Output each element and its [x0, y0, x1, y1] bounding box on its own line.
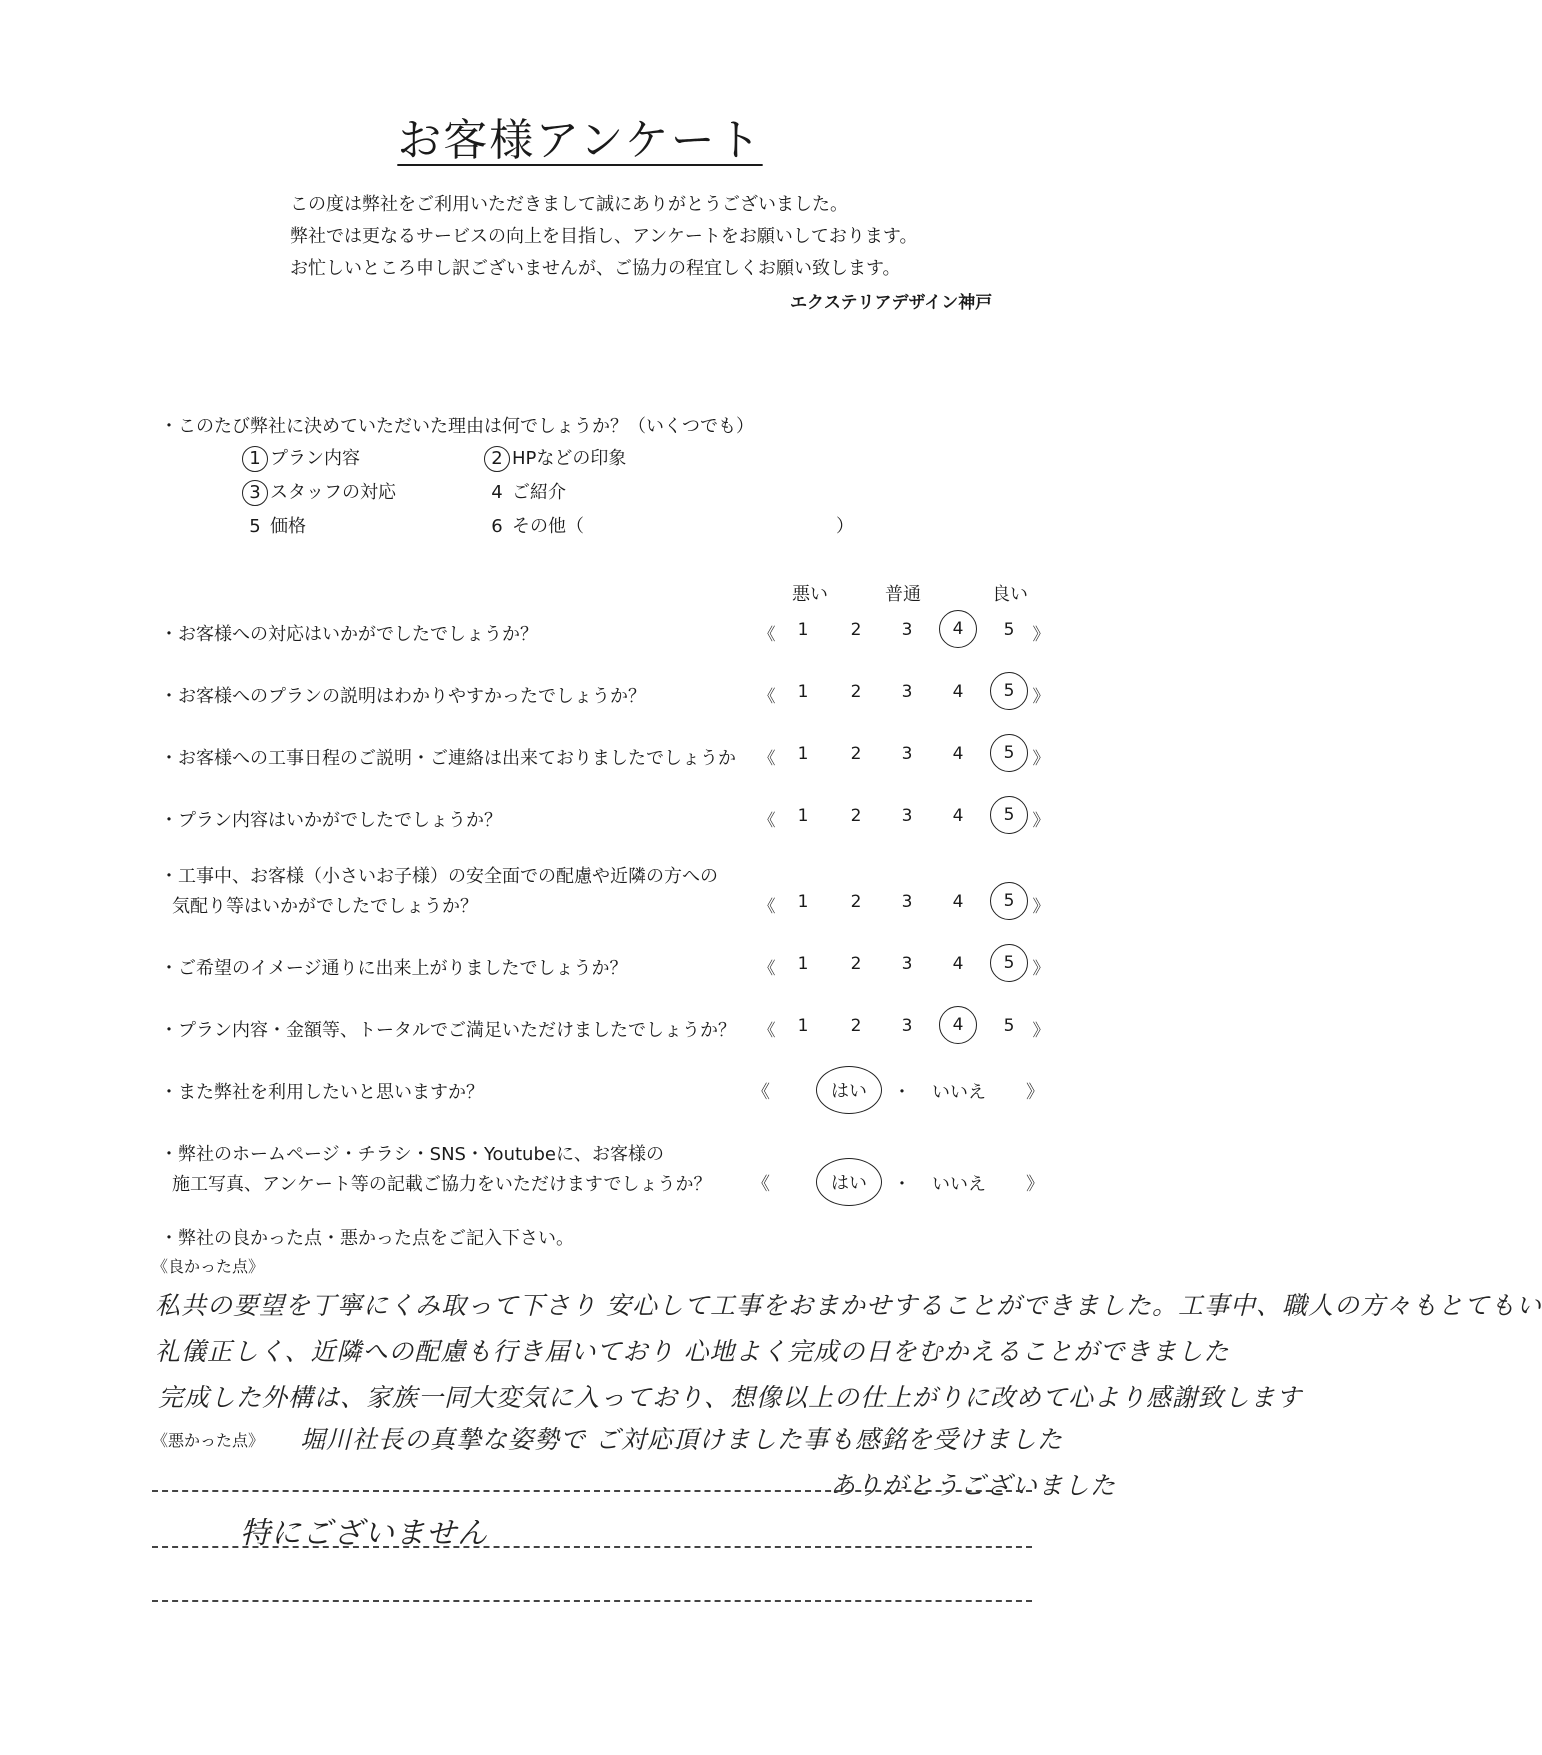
rating-option-1[interactable]: 1: [797, 682, 809, 702]
rating-scale-close: 》: [1032, 811, 1050, 831]
yesno-question-2: ・弊社のホームページ・チラシ・SNS・Youtubeに、お客様の: [160, 1144, 664, 1165]
intro-line-1: この度は弊社をご利用いただきまして誠にありがとうございました。: [290, 194, 848, 215]
rating-option-4[interactable]: 4: [952, 892, 964, 912]
scale-header-good: 良い: [992, 584, 1028, 605]
yesno-open: 《: [752, 1174, 770, 1195]
no-option[interactable]: いいえ: [932, 1082, 986, 1103]
rating-option-4[interactable]: 4: [952, 682, 964, 702]
rating-option-4[interactable]: 4: [952, 744, 964, 764]
rating-question-2: ・お客様へのプランの説明はわかりやすかったでしょうか？: [160, 686, 646, 707]
rating-option-5[interactable]: 5: [990, 796, 1028, 834]
yesno-close: 》: [1026, 1174, 1044, 1195]
rating-scale-close: 》: [1032, 1021, 1050, 1041]
scale-header-normal: 普通: [885, 584, 921, 605]
rating-option-5[interactable]: 5: [990, 944, 1028, 982]
rating-option-3[interactable]: 3: [901, 954, 913, 974]
good-points-line-3: 完成した外構は、家族一同大変気に入っており、想像以上の仕上がりに改めて心より感謝致します: [158, 1383, 1303, 1412]
rating-scale-close: 》: [1032, 625, 1050, 645]
bad-points-rule-2: [152, 1546, 1032, 1548]
comments-prompt: ・弊社の良かった点・悪かった点をご記入下さい。: [160, 1228, 574, 1249]
good-points-line-5: ありがとうございました: [830, 1471, 1117, 1500]
yesno-question-1: ・また弊社を利用したいと思いますか？: [160, 1082, 484, 1103]
rating-option-2[interactable]: 2: [850, 744, 862, 764]
rating-scale-close: 》: [1032, 749, 1050, 769]
rating-option-1[interactable]: 1: [797, 954, 809, 974]
bad-points-rule-1: [152, 1490, 1032, 1492]
yesno-open: 《: [752, 1082, 770, 1103]
rating-scale-open: 《: [758, 687, 776, 707]
yesno-separator: ・: [893, 1174, 911, 1195]
rating-question-7: ・プラン内容・金額等、トータルでご満足いただけましたでしょうか？: [160, 1020, 736, 1041]
bad-points-label: 《悪かった点》: [152, 1431, 265, 1450]
yesno-separator: ・: [893, 1082, 911, 1103]
rating-scale-open: 《: [758, 959, 776, 979]
rating-question-3: ・お客様への工事日程のご説明・ご連絡は出来ておりましたでしょうか: [160, 748, 736, 769]
rating-question-5: ・工事中、お客様（小さいお子様）の安全面での配慮や近隣の方への: [160, 866, 718, 887]
yesno-close: 》: [1026, 1082, 1044, 1103]
no-option[interactable]: いいえ: [932, 1174, 986, 1195]
rating-option-2[interactable]: 2: [850, 1016, 862, 1036]
reason-option-6[interactable]: 6 その他（: [491, 516, 584, 537]
rating-scale-close: 》: [1032, 687, 1050, 707]
rating-option-5[interactable]: 5: [990, 882, 1028, 920]
rating-scale-open: 《: [758, 897, 776, 917]
reason-option-1[interactable]: 1 プラン内容: [242, 444, 360, 472]
rating-option-4[interactable]: 4: [952, 954, 964, 974]
reason-option-2[interactable]: 2 HPなどの印象: [484, 444, 626, 472]
rating-scale-close: 》: [1032, 897, 1050, 917]
page-title: お客様アンケート: [397, 115, 763, 166]
rating-option-2[interactable]: 2: [850, 892, 862, 912]
rating-option-4[interactable]: 4: [939, 1006, 977, 1044]
rating-option-3[interactable]: 3: [901, 744, 913, 764]
rating-option-5[interactable]: 5: [1003, 620, 1015, 640]
rating-scale-close: 》: [1032, 959, 1050, 979]
rating-option-1[interactable]: 1: [797, 620, 809, 640]
rating-scale-open: 《: [758, 625, 776, 645]
rating-option-3[interactable]: 3: [901, 1016, 913, 1036]
rating-question-5-line-2: 気配り等はいかがでしたでしょうか？: [172, 896, 478, 917]
rating-option-2[interactable]: 2: [850, 806, 862, 826]
rating-option-1[interactable]: 1: [797, 806, 809, 826]
good-points-line-2: 礼儀正しく、近隣への配慮も行き届いており 心地よく完成の日をむかえることができました: [155, 1337, 1230, 1366]
yes-option[interactable]: はい: [816, 1066, 882, 1114]
rating-question-4: ・プラン内容はいかがでしたでしょうか？: [160, 810, 502, 831]
reason-option-5[interactable]: 5 価格: [249, 516, 306, 537]
rating-scale-open: 《: [758, 1021, 776, 1041]
rating-option-5[interactable]: 5: [990, 672, 1028, 710]
bad-points-text: 特にございません: [240, 1516, 488, 1551]
intro-line-3: お忙しいところ申し訳ございませんが、ご協力の程宜しくお願い致します。: [290, 258, 901, 279]
rating-option-1[interactable]: 1: [797, 744, 809, 764]
reason-option-3[interactable]: 3 スタッフの対応: [242, 478, 396, 506]
rating-question-1: ・お客様への対応はいかがでしたでしょうか？: [160, 624, 538, 645]
yes-option[interactable]: はい: [816, 1158, 882, 1206]
rating-option-3[interactable]: 3: [901, 682, 913, 702]
rating-option-3[interactable]: 3: [901, 892, 913, 912]
rating-option-3[interactable]: 3: [901, 806, 913, 826]
reason-question: ・このたび弊社に決めていただいた理由は何でしょうか？（いくつでも）: [160, 416, 754, 437]
good-points-label: 《良かった点》: [152, 1257, 265, 1276]
rating-option-2[interactable]: 2: [850, 954, 862, 974]
good-points-line-4: 堀川社長の真摯な姿勢で ご対応頂けました事も感銘を受けました: [300, 1425, 1063, 1454]
rating-option-3[interactable]: 3: [901, 620, 913, 640]
rating-option-4[interactable]: 4: [939, 610, 977, 648]
rating-option-2[interactable]: 2: [850, 682, 862, 702]
rating-option-5[interactable]: 5: [990, 734, 1028, 772]
yesno-question-2-line-2: 施工写真、アンケート等の記載ご協力をいただけますでしょうか？: [172, 1174, 712, 1195]
reason-other-close: ）: [836, 516, 854, 537]
rating-scale-open: 《: [758, 811, 776, 831]
rating-option-4[interactable]: 4: [952, 806, 964, 826]
reason-option-4[interactable]: 4 ご紹介: [491, 482, 566, 503]
rating-scale-open: 《: [758, 749, 776, 769]
rating-option-1[interactable]: 1: [797, 892, 809, 912]
scale-header-bad: 悪い: [792, 584, 828, 605]
bad-points-rule-3: [152, 1600, 1032, 1602]
rating-option-2[interactable]: 2: [850, 620, 862, 640]
good-points-line-1: 私共の要望を丁寧にくみ取って下さり 安心して工事をおまかせすることができました。工事中、職人の方々もとてもい: [155, 1291, 1542, 1320]
rating-question-6: ・ご希望のイメージ通りに出来上がりましたでしょうか？: [160, 958, 628, 979]
rating-option-5[interactable]: 5: [1003, 1016, 1015, 1036]
intro-line-2: 弊社では更なるサービスの向上を目指し、アンケートをお願いしております。: [290, 226, 918, 247]
rating-option-1[interactable]: 1: [797, 1016, 809, 1036]
company-name: エクステリアデザイン神戸: [790, 293, 993, 313]
